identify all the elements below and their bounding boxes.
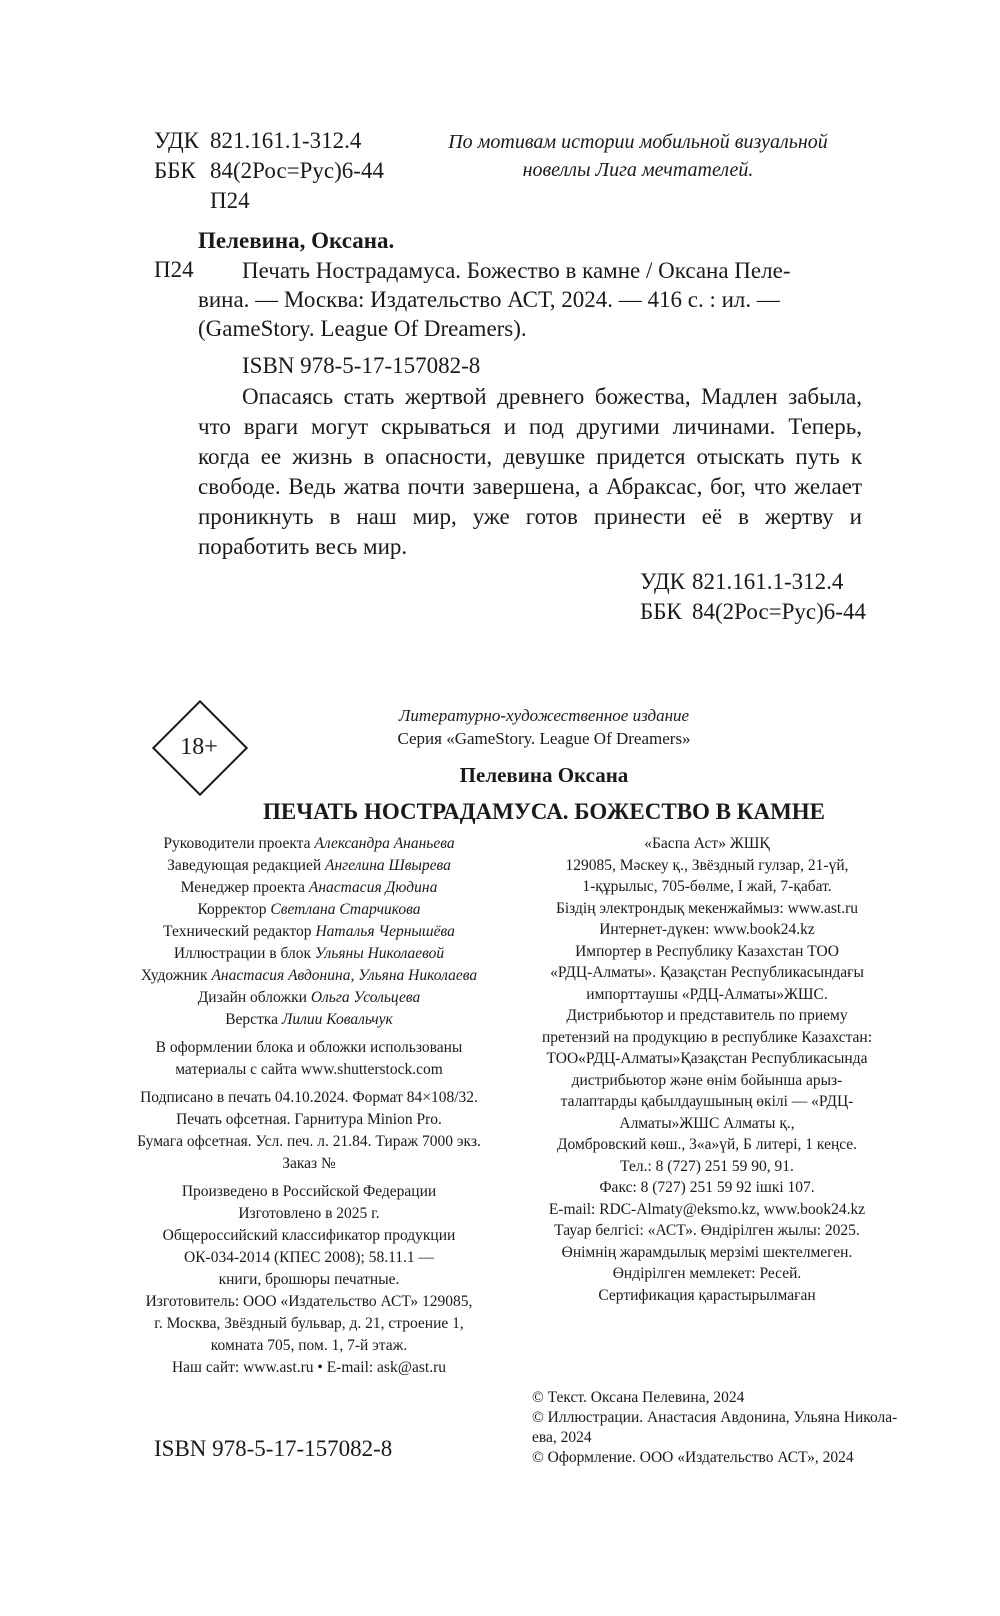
bib-line-2: вина. — Москва: Издательство АСТ, 2024. — 416 с. : ил. —	[198, 287, 780, 312]
kaz-line: «Баспа Аст» ЖШҚ	[644, 835, 770, 852]
annotation: Опасаясь стать жертвой древнего божества, Мадлен забыла, что враги могут скрываться и под другими личинами. Теперь, когда ее жизнь в опасности, девушке придется отыскать путь к свободе. Ведь жатва почти завершена, а Абраксас, бог, что желает проникнуть в наш мир, уже готов принести её в жертву и поработить весь мир.	[198, 384, 862, 559]
udk-label: УДК	[154, 128, 199, 153]
bbk-label: ББК	[154, 158, 196, 183]
age-rating-badge	[153, 701, 245, 793]
kaz-line: E-mail: RDC-Almaty@eksmo.kz, www.book24.kz	[548, 1200, 866, 1218]
edition-title: ПЕЧАТЬ НОСТРАДАМУСА. БОЖЕСТВО В КАМНЕ	[262, 799, 826, 824]
stock-note-1: В оформлении блока и обложки использованы	[155, 1039, 463, 1056]
bib-author-sign: П24	[154, 257, 194, 282]
bbk-value: 84(2Рос=Рус)6-44	[692, 599, 866, 624]
credit-line: Менеджер проекта Анастасия Дюдина	[180, 879, 438, 896]
okpd-3: книги, брошюры печатные.	[218, 1271, 400, 1288]
kaz-line: Дистрибьютор и представитель по приему	[566, 1007, 848, 1024]
manufacturer-1: Изготовитель: ООО «Издательство АСТ» 129085,	[145, 1293, 473, 1310]
copyright-design: © Оформление. ООО «Издательство АСТ», 2024	[532, 1449, 854, 1466]
kaz-line: «РДЦ-Алматы». Қазақстан Республикасындағы	[550, 964, 864, 981]
edition-series: Серия «GameStory. League Of Dreamers»	[397, 729, 691, 748]
kaz-line: дистрибьютор және өнім бойынша арыз-	[571, 1071, 843, 1089]
bib-line-3: (GameStory. League Of Dreamers).	[198, 316, 527, 341]
credit-line: Художник Анастасия Авдонина, Ульяна Николаева	[140, 967, 478, 984]
credit-line: Технический редактор Наталья Чернышёва	[163, 923, 455, 940]
okpd-1: Общероссийский классификатор продукции	[162, 1227, 456, 1244]
made-in-1: Произведено в Российской Федерации	[181, 1183, 437, 1200]
made-in-2: Изготовлено в 2025 г.	[238, 1205, 380, 1222]
copyright-illustrations-1: © Иллюстрации. Анастасия Авдонина, Ульяна Никола-	[532, 1409, 898, 1426]
credit-line: Руководители проекта Александра Ананьева	[163, 835, 455, 852]
edition-type: Литературно-художественное издание	[398, 706, 690, 725]
kaz-line: Сертификация қарастырылмаған	[598, 1286, 816, 1304]
stock-note-2: материалы с сайта www.shutterstock.com	[175, 1061, 443, 1078]
credit-line: Дизайн обложки Ольга Усольцева	[197, 989, 421, 1006]
kaz-line: Біздің электрондық мекенжаймыз: www.ast.ru	[555, 899, 859, 917]
bib-description	[198, 256, 862, 343]
kaz-line: Өнімнің жарамдылық мерзімі шектелмеген.	[561, 1243, 853, 1261]
kaz-line: Домбровский көш., 3«а»үй, Б литері, 1 кеңсе.	[556, 1136, 858, 1153]
print-info-2: Печать офсетная. Гарнитура Minion Pro.	[176, 1111, 442, 1128]
credit-line: Заведующая редакцией Ангелина Швырева	[167, 857, 451, 874]
print-info-1: Подписано в печать 04.10.2024. Формат 84×108/32.	[140, 1089, 478, 1106]
site-email: Наш сайт: www.ast.ru • E-mail: ask@ast.ru	[171, 1359, 446, 1376]
kaz-line: Интернет-дүкен: www.book24.kz	[599, 921, 815, 938]
kazakh-info-column	[522, 833, 892, 1306]
print-info-4: Заказ №	[282, 1155, 336, 1172]
motive-line-1: По мотивам истории мобильной визуальной	[448, 131, 828, 153]
bib-isbn: ISBN 978-5-17-157082-8	[242, 353, 481, 378]
okpd-2: ОК-034-2014 (КПЕС 2008); 58.11.1 —	[184, 1249, 434, 1266]
credit-line: Иллюстрации в блок Ульяны Николаевой	[173, 945, 445, 962]
kaz-line: талаптарды қабылдаушының өкілі — «РДЦ-	[560, 1093, 854, 1110]
age-rating-text: 18+	[180, 733, 218, 760]
credits-column	[134, 833, 484, 1379]
kaz-line: 129085, Мәскеу қ., Звёздный гулзар, 21-үй,	[565, 856, 849, 874]
bib-line-1: Печать Нострадамуса. Божество в камне / Оксана Пеле-	[242, 258, 791, 283]
motive-line-2: новеллы Лига мечтателей.	[522, 159, 754, 181]
author-sign: П24	[210, 188, 250, 213]
kaz-line: Факс: 8 (727) 251 59 92 ішкі 107.	[599, 1179, 815, 1196]
print-info-3: Бумага офсетная. Усл. печ. л. 21.84. Тираж 7000 экз.	[137, 1133, 481, 1150]
manufacturer-2: г. Москва, Звёздный бульвар, д. 21, строение 1,	[154, 1315, 464, 1332]
credit-line: Корректор Светлана Старчикова	[197, 901, 421, 918]
udk-value: 821.161.1-312.4	[692, 569, 844, 594]
kaz-line: 1-құрылыс, 705-бөлме, I жай, 7-қабат.	[582, 878, 832, 895]
copyright-illustrations-2: ева, 2024	[532, 1429, 592, 1446]
udk-value: 821.161.1-312.4	[210, 128, 362, 153]
motive-note	[408, 128, 868, 184]
kaz-line: Импортер в Республику Казахстан ТОО	[575, 942, 839, 960]
kaz-line: импорттаушы «РДЦ-Алматы»ЖШС.	[586, 985, 828, 1003]
kaz-line: Тел.: 8 (727) 251 59 90, 91.	[620, 1157, 794, 1175]
kaz-line: ТОО«РДЦ-Алматы»Қазақстан Республикасында	[546, 1050, 868, 1067]
bottom-classification-codes	[640, 567, 866, 627]
udk-label: УДК	[640, 569, 685, 594]
top-classification-codes	[154, 126, 384, 216]
bbk-label: ББК	[640, 599, 682, 624]
kaz-line: претензий на продукцию в республике Казахстан:	[541, 1028, 873, 1046]
kaz-line: Өндірілген мемлекет: Ресей.	[612, 1265, 802, 1282]
bbk-value: 84(2Рос=Рус)6-44	[210, 158, 384, 183]
kaz-line: Алматы»ЖШС Алматы қ.,	[619, 1114, 795, 1132]
copyright-block	[532, 1388, 902, 1468]
copyright-text: © Текст. Оксана Пелевина, 2024	[532, 1389, 745, 1406]
kaz-line: Тауар белгісі: «АСТ». Өндірілген жылы: 2025.	[554, 1222, 860, 1239]
bib-author: Пелевина, Оксана.	[198, 228, 395, 253]
edition-author: Пелевина Оксана	[459, 763, 629, 787]
isbn-bottom: ISBN 978-5-17-157082-8	[154, 1436, 393, 1461]
manufacturer-3: комната 705, пом. 1, 7-й этаж.	[210, 1337, 408, 1354]
credit-line: Верстка Лилии Ковальчук	[225, 1011, 393, 1028]
